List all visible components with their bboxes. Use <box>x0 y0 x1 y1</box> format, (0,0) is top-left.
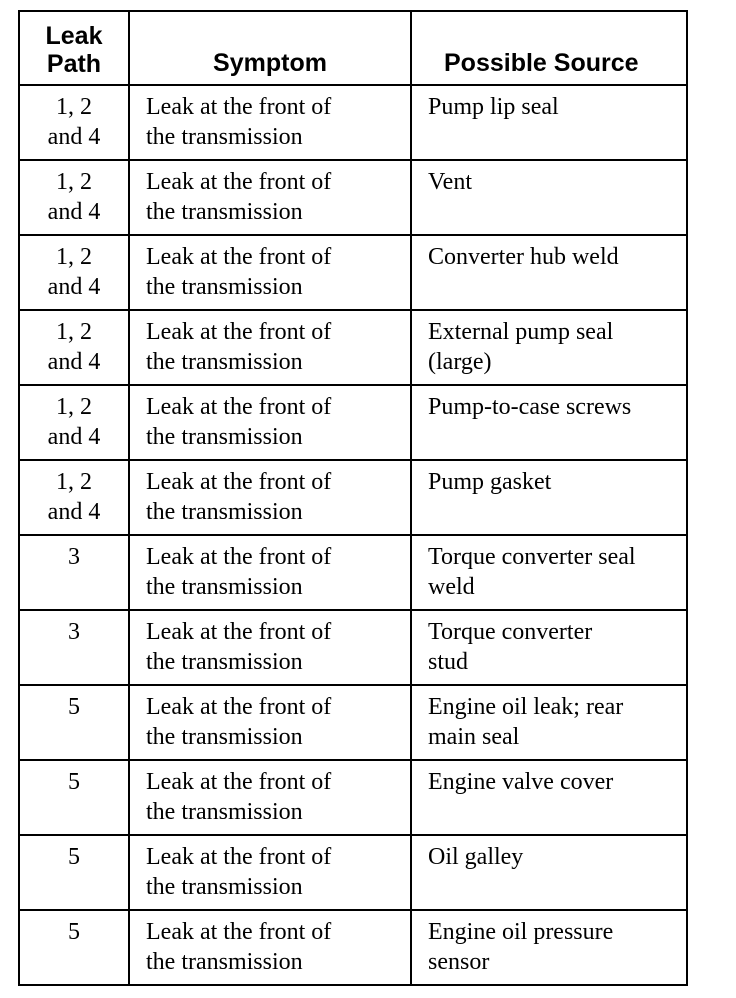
possible-source-cell <box>411 310 687 385</box>
possible-source-cell-line: stud <box>428 649 469 675</box>
table-row <box>19 235 687 310</box>
possible-source-cell <box>411 85 687 160</box>
leak-path-cell-line: and 4 <box>47 349 101 375</box>
leak-path-cell <box>19 460 129 535</box>
possible-source-cell-line: Engine oil pressure <box>428 919 614 945</box>
symptom-cell <box>129 835 411 910</box>
symptom-cell <box>129 760 411 835</box>
symptom-cell <box>129 385 411 460</box>
table-row <box>19 310 687 385</box>
possible-source-cell-line: Vent <box>428 169 472 195</box>
possible-source-cell-line: Torque converter <box>428 619 593 645</box>
possible-source-cell <box>411 460 687 535</box>
symptom-cell-line: Leak at the front of <box>146 469 332 495</box>
symptom-cell <box>129 160 411 235</box>
table-row <box>19 685 687 760</box>
possible-source-cell <box>411 760 687 835</box>
leak-path-cell-line: 3 <box>68 619 80 645</box>
possible-source-cell-line: Engine oil leak; rear <box>428 694 624 720</box>
leak-path-cell-line: and 4 <box>47 499 101 525</box>
leak-path-cell <box>19 160 129 235</box>
symptom-cell-line: Leak at the front of <box>146 769 332 795</box>
header-possible-source: Possible Source <box>411 11 687 85</box>
symptom-cell-line: Leak at the front of <box>146 619 332 645</box>
symptom-cell-line: the transmission <box>146 799 303 825</box>
leak-path-cell <box>19 385 129 460</box>
symptom-cell-line: the transmission <box>146 424 303 450</box>
possible-source-cell <box>411 835 687 910</box>
leak-path-cell <box>19 235 129 310</box>
table-row <box>19 535 687 610</box>
leak-path-cell-line: 5 <box>68 844 80 870</box>
symptom-cell-line: Leak at the front of <box>146 694 332 720</box>
possible-source-cell <box>411 160 687 235</box>
leak-path-cell <box>19 910 129 985</box>
possible-source-cell-line: Pump lip seal <box>428 94 559 120</box>
table-row <box>19 85 687 160</box>
possible-source-cell <box>411 385 687 460</box>
possible-source-cell-line: main seal <box>428 724 520 750</box>
symptom-cell-line: the transmission <box>146 724 303 750</box>
symptom-cell <box>129 85 411 160</box>
leak-path-cell-line: 1, 2 <box>56 469 92 495</box>
symptom-cell-line: the transmission <box>146 124 303 150</box>
leak-diagnosis-table <box>18 10 688 986</box>
symptom-cell <box>129 310 411 385</box>
table-header-row <box>19 11 687 85</box>
leak-path-cell-line: 1, 2 <box>56 244 92 270</box>
symptom-cell-line: Leak at the front of <box>146 544 332 570</box>
leak-path-cell-line: 1, 2 <box>56 319 92 345</box>
symptom-cell-line: the transmission <box>146 349 303 375</box>
possible-source-cell-line: weld <box>428 574 475 600</box>
possible-source-cell <box>411 235 687 310</box>
symptom-cell-line: Leak at the front of <box>146 169 332 195</box>
symptom-cell-line: Leak at the front of <box>146 319 332 345</box>
leak-path-cell-line: and 4 <box>47 424 101 450</box>
table-row <box>19 460 687 535</box>
symptom-cell <box>129 460 411 535</box>
leak-path-cell <box>19 835 129 910</box>
leak-path-cell-line: and 4 <box>47 199 101 225</box>
possible-source-cell-line: Oil galley <box>428 844 524 870</box>
symptom-cell <box>129 610 411 685</box>
table-row <box>19 160 687 235</box>
leak-path-cell <box>19 85 129 160</box>
leak-path-cell-line: and 4 <box>47 274 101 300</box>
table-row <box>19 910 687 985</box>
possible-source-cell-line: Pump gasket <box>428 469 552 495</box>
header-leak-path-line: Path <box>46 50 102 78</box>
possible-source-cell <box>411 910 687 985</box>
symptom-cell-line: Leak at the front of <box>146 94 332 120</box>
leak-path-cell <box>19 760 129 835</box>
possible-source-cell <box>411 535 687 610</box>
possible-source-cell-line: (large) <box>428 349 492 375</box>
leak-path-cell <box>19 310 129 385</box>
leak-path-cell-line: 5 <box>68 919 80 945</box>
leak-path-cell <box>19 685 129 760</box>
leak-path-cell <box>19 610 129 685</box>
symptom-cell-line: Leak at the front of <box>146 394 332 420</box>
possible-source-cell-line: sensor <box>428 949 490 975</box>
leak-path-cell-line: 1, 2 <box>56 394 92 420</box>
possible-source-cell-line: External pump seal <box>428 319 614 345</box>
leak-path-cell-line: 5 <box>68 769 80 795</box>
leak-path-cell-line: 5 <box>68 694 80 720</box>
table-row <box>19 610 687 685</box>
possible-source-cell-line: Engine valve cover <box>428 769 614 795</box>
symptom-cell-line: the transmission <box>146 649 303 675</box>
table-row <box>19 835 687 910</box>
symptom-cell-line: the transmission <box>146 274 303 300</box>
symptom-cell-line: Leak at the front of <box>146 244 332 270</box>
table-row <box>19 760 687 835</box>
symptom-cell-line: the transmission <box>146 499 303 525</box>
leak-path-cell-line: 1, 2 <box>56 169 92 195</box>
table-row <box>19 385 687 460</box>
symptom-cell-line: the transmission <box>146 199 303 225</box>
possible-source-cell-line: Torque converter seal <box>428 544 636 570</box>
possible-source-cell-line: Pump-to-case screws <box>428 394 632 420</box>
symptom-cell <box>129 535 411 610</box>
possible-source-cell <box>411 610 687 685</box>
symptom-cell <box>129 910 411 985</box>
symptom-cell-line: Leak at the front of <box>146 844 332 870</box>
possible-source-cell-line: Converter hub weld <box>428 244 619 270</box>
leak-path-cell <box>19 535 129 610</box>
symptom-cell <box>129 685 411 760</box>
header-leak-path <box>19 11 129 85</box>
leak-path-cell-line: 1, 2 <box>56 94 92 120</box>
leak-path-cell-line: 3 <box>68 544 80 570</box>
table-body <box>19 85 687 985</box>
symptom-cell-line: the transmission <box>146 949 303 975</box>
symptom-cell-line: Leak at the front of <box>146 919 332 945</box>
symptom-cell-line: the transmission <box>146 874 303 900</box>
possible-source-cell <box>411 685 687 760</box>
header-leak-path-line: Leak <box>45 22 103 50</box>
leak-path-cell-line: and 4 <box>47 124 101 150</box>
header-symptom: Symptom <box>129 11 411 85</box>
symptom-cell <box>129 235 411 310</box>
symptom-cell-line: the transmission <box>146 574 303 600</box>
